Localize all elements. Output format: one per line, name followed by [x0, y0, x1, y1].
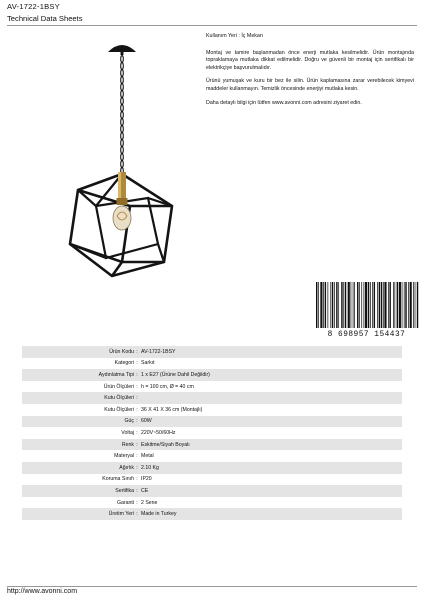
spec-separator: :: [136, 453, 138, 460]
barcode-bar: [394, 282, 395, 328]
spec-row: [22, 508, 402, 520]
barcode-bar: [368, 282, 369, 328]
spec-value: 1 x E27 (Ürüne Dahil Değildir): [141, 371, 210, 378]
bulb-holder: [117, 172, 128, 205]
document-title: Technical Data Sheets: [7, 14, 83, 23]
spec-label: Kategori: [114, 360, 134, 367]
spec-separator: :: [136, 464, 138, 471]
spec-separator: :: [136, 383, 138, 390]
spec-value: h = 100 cm, Ø = 40 cm: [141, 383, 194, 390]
barcode-bar: [325, 282, 326, 328]
barcode-bar: [397, 282, 398, 328]
spec-separator: :: [136, 406, 138, 413]
footer-url: http://www.avonni.com: [7, 588, 78, 595]
barcode-bar: [328, 282, 329, 328]
spec-label: Aydınlatma Tipi: [98, 371, 134, 378]
spec-value: 2 Sene: [141, 499, 158, 506]
spec-label: Güç: [124, 418, 134, 425]
barcode-bar: [415, 282, 416, 328]
spec-separator: :: [136, 511, 138, 518]
barcode-bar: [410, 282, 412, 328]
spec-label: Materyal: [114, 453, 134, 460]
spec-value: 220V~50/60Hz: [141, 429, 176, 436]
spec-value: CE: [141, 487, 149, 494]
spec-separator: :: [136, 395, 138, 402]
spec-row: [22, 485, 402, 497]
barcode-bar: [372, 282, 373, 328]
barcode-bar: [384, 282, 386, 328]
barcode-bar: [379, 282, 380, 328]
spec-separator: :: [136, 441, 138, 448]
barcode-bar: [348, 282, 350, 328]
barcode-bar: [351, 282, 352, 328]
spec-label: Ağırlık: [119, 464, 134, 471]
barcode-bar: [338, 282, 339, 328]
spec-row: [22, 358, 402, 370]
barcode-bar: [402, 282, 403, 328]
spec-value: IP20: [141, 476, 152, 483]
barcode-bar: [383, 282, 384, 328]
barcode-bar: [399, 282, 401, 328]
barcode-bar: [370, 282, 371, 328]
header-divider: [7, 25, 417, 26]
spec-table: [22, 346, 402, 520]
spec-row: [22, 427, 402, 439]
spec-row: [22, 416, 402, 428]
barcode-bar: [330, 282, 331, 328]
barcode-bar: [365, 282, 367, 328]
barcode: [313, 282, 420, 338]
barcode-bar: [323, 282, 324, 328]
spec-row: [22, 462, 402, 474]
barcode-bar: [361, 282, 362, 328]
barcode-bar: [357, 282, 358, 328]
spec-value: Sarkıt: [141, 360, 155, 367]
barcode-bar: [408, 282, 409, 328]
spec-separator: :: [136, 429, 138, 436]
spec-value: Metal: [141, 453, 154, 460]
spec-row: [22, 404, 402, 416]
cleaning-note: Ürünü yumuşak ve kuru bir bez ile silin. Ürün kaplamasına zarar verebilecek kimyevi maddeler kullanmayın. Temizlik öncesinde enerjiyi mutlaka kesin.: [206, 78, 414, 92]
barcode-bar: [320, 282, 322, 328]
website-note: Daha detaylı bilgi için lütfen www.avonni.com adresini ziyaret edin.: [206, 99, 362, 106]
spec-separator: :: [136, 348, 138, 355]
spec-label: Ürün Kodu: [109, 348, 134, 355]
spec-separator: :: [136, 418, 138, 425]
spec-separator: :: [136, 360, 138, 367]
barcode-bar: [359, 282, 360, 328]
spec-label: Garanti: [116, 499, 134, 506]
spec-row: [22, 381, 402, 393]
barcode-bars: [316, 282, 418, 328]
safety-note: Montaj ve tamire başlanmadan önce enerji mutlaka kesilmelidir. Ürün montajında topraklamaya mutlaka dikkat edilmelidir. Doğru ve güvenli bir montaj için sertifikalı bir elektrikçiye başvurulmalıdır.: [206, 49, 414, 71]
barcode-bar: [388, 282, 389, 328]
spec-separator: :: [136, 371, 138, 378]
barcode-bar: [353, 282, 354, 328]
product-image: [60, 38, 185, 278]
barcode-digits: 8 698957 154437: [327, 331, 406, 338]
barcode-bar: [381, 282, 382, 328]
barcode-bar: [345, 282, 346, 328]
barcode-bar: [364, 282, 365, 328]
spec-row: [22, 450, 402, 462]
spec-separator: :: [136, 487, 138, 494]
usage-location: Kullanım Yeri : İç Mekan: [206, 33, 263, 39]
barcode-bar: [336, 282, 337, 328]
barcode-bar: [404, 282, 405, 328]
barcode-bar: [332, 282, 333, 328]
spec-row: [22, 497, 402, 509]
spec-label: Üretim Yeri: [108, 511, 134, 518]
spec-value: AV-1722-1BSY: [141, 348, 176, 355]
spec-label: Kutu Ölçüleri: [104, 406, 134, 413]
spec-row: [22, 439, 402, 451]
suspension-chain: [121, 56, 124, 175]
spec-value: 60W: [141, 418, 152, 425]
spec-row: [22, 369, 402, 381]
barcode-bar: [316, 282, 317, 328]
spec-label: Kutu Ölçüleri: [104, 395, 134, 402]
spec-value: 2.10 Kg: [141, 464, 159, 471]
barcode-bar: [389, 282, 390, 328]
spec-row: [22, 474, 402, 486]
spec-separator: :: [136, 476, 138, 483]
barcode-bar: [393, 282, 394, 328]
spec-value: Eskitme/Siyah Boyalı: [141, 441, 190, 448]
barcode-bar: [343, 282, 344, 328]
bulb: [113, 206, 131, 230]
barcode-bar: [377, 282, 378, 328]
spec-value: 36 X 41 X 36 cm (Montajlı): [141, 406, 203, 413]
barcode-bar: [413, 282, 414, 328]
ceiling-canopy: [108, 45, 136, 55]
barcode-bar: [405, 282, 406, 328]
barcode-bar: [334, 282, 335, 328]
spec-separator: :: [136, 499, 138, 506]
barcode-bar: [318, 282, 319, 328]
usage-notes: [206, 33, 414, 113]
spec-row: [22, 346, 402, 358]
spec-label: Koruma Sınıfı: [102, 476, 134, 483]
barcode-bar: [374, 282, 375, 328]
barcode-bar: [341, 282, 342, 328]
spec-value: Made in Turkey: [141, 511, 177, 518]
product-code-header: AV-1722-1BSY: [7, 2, 60, 11]
barcode-bar: [417, 282, 418, 328]
barcode-bar: [354, 282, 355, 328]
spec-label: Ürün Ölçüleri: [103, 383, 134, 390]
footer-divider: [7, 586, 417, 587]
spec-label: Renk: [121, 441, 134, 448]
spec-label: Sertifika: [115, 487, 134, 494]
spec-row: [22, 392, 402, 404]
spec-label: Voltaj: [121, 429, 134, 436]
